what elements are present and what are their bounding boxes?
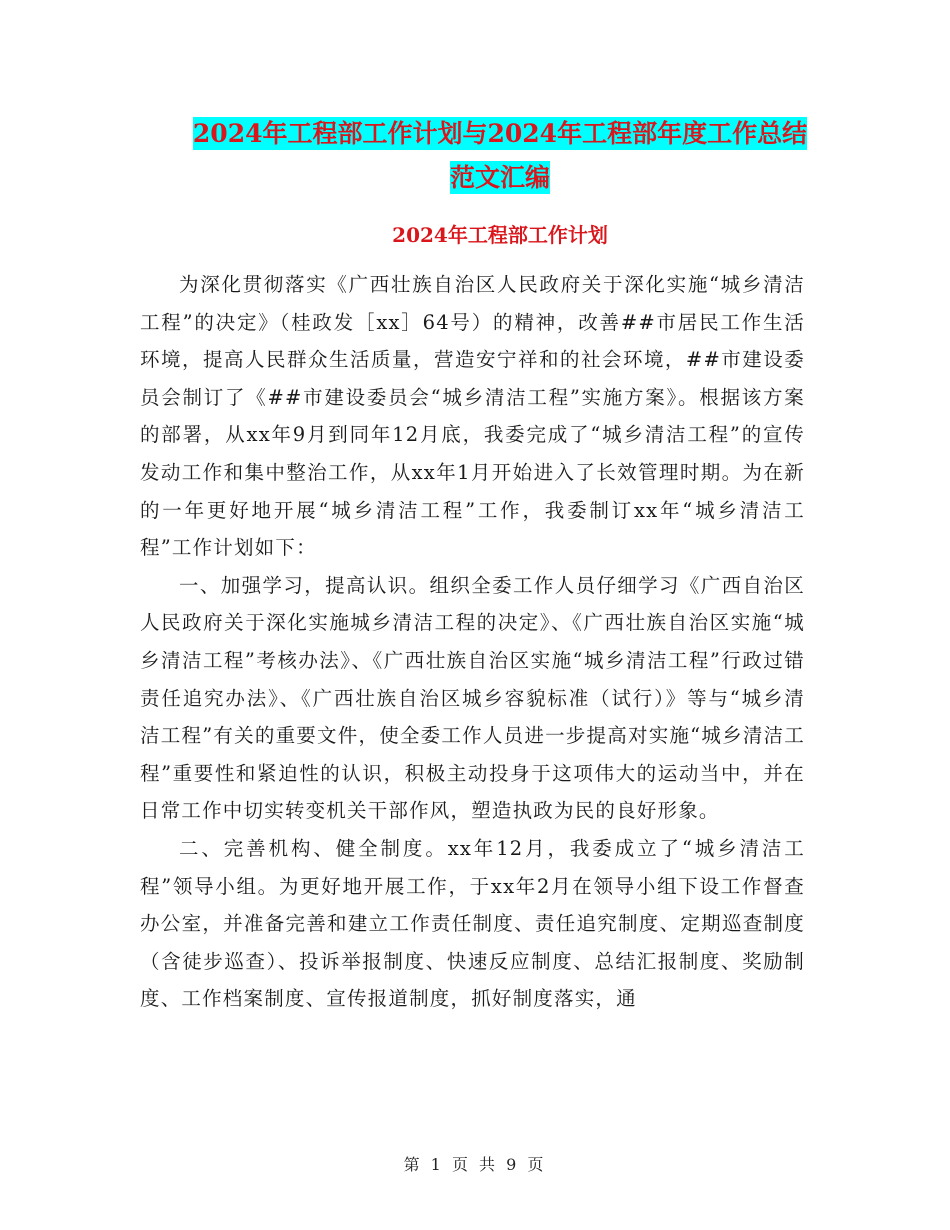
paragraph-2: 一、加强学习，提高认识。组织全委工作人员仔细学习《广西自治区人民政府关于深化实施城乡清洁工程的决定》、《广西壮族自治区实施“城乡清洁工程”考核办法》、《广西壮族自治区实施“城乡清洁工程”行政过错责任追究办法》、《广西壮族自治区城乡容貌标准（试行）》等与“城乡清洁工程”有关的重要文件，使全委工作人员进一步提高对实施“城乡清洁工程”重要性和紧迫性的认识，积极主动投身于这项伟大的运动当中，并在日常工作中切实转变机关干部作风，塑造执政为民的良好形象。	[140, 573, 805, 823]
page-number: 第 1 页 共 9 页	[403, 1155, 547, 1174]
section-title: 2024年工程部工作计划	[392, 223, 608, 247]
paragraph-3: 二、完善机构、健全制度。xx年12月，我委成立了“城乡清洁工程”领导小组。为更好地开展工作，于xx年2月在领导小组下设工作督查办公室，并准备完善和建立工作责任制度、责任追究制度、定期巡查制度（含徒步巡查）、投诉举报制度、快速反应制度、总结汇报制度、奖励制度、工作档案制度、宣传报道制度，抓好制度落实，通	[140, 836, 805, 1011]
document-title	[140, 112, 860, 200]
paragraph-1: 为深化贯彻落实《广西壮族自治区人民政府关于深化实施“城乡清洁工程”的决定》（桂政发［xx］64号）的精神，改善##市居民工作生活环境，提高人民群众生活质量，营造安宁祥和的社会环境，##市建设委员会制订了《##市建设委员会“城乡清洁工程”实施方案》。根据该方案的部署，从xx年9月到同年12月底，我委完成了“城乡清洁工程”的宣传发动工作和集中整治工作，从xx年1月开始进入了长效管理时期。为在新的一年更好地开展“城乡清洁工程”工作，我委制订xx年“城乡清洁工程”工作计划如下：	[140, 273, 805, 560]
document-body	[140, 266, 805, 1018]
document-title-line-1: 2024年工程部工作计划与2024年工程部年度工作总结	[192, 119, 808, 148]
document-title-line-2: 范文汇编	[449, 163, 550, 192]
